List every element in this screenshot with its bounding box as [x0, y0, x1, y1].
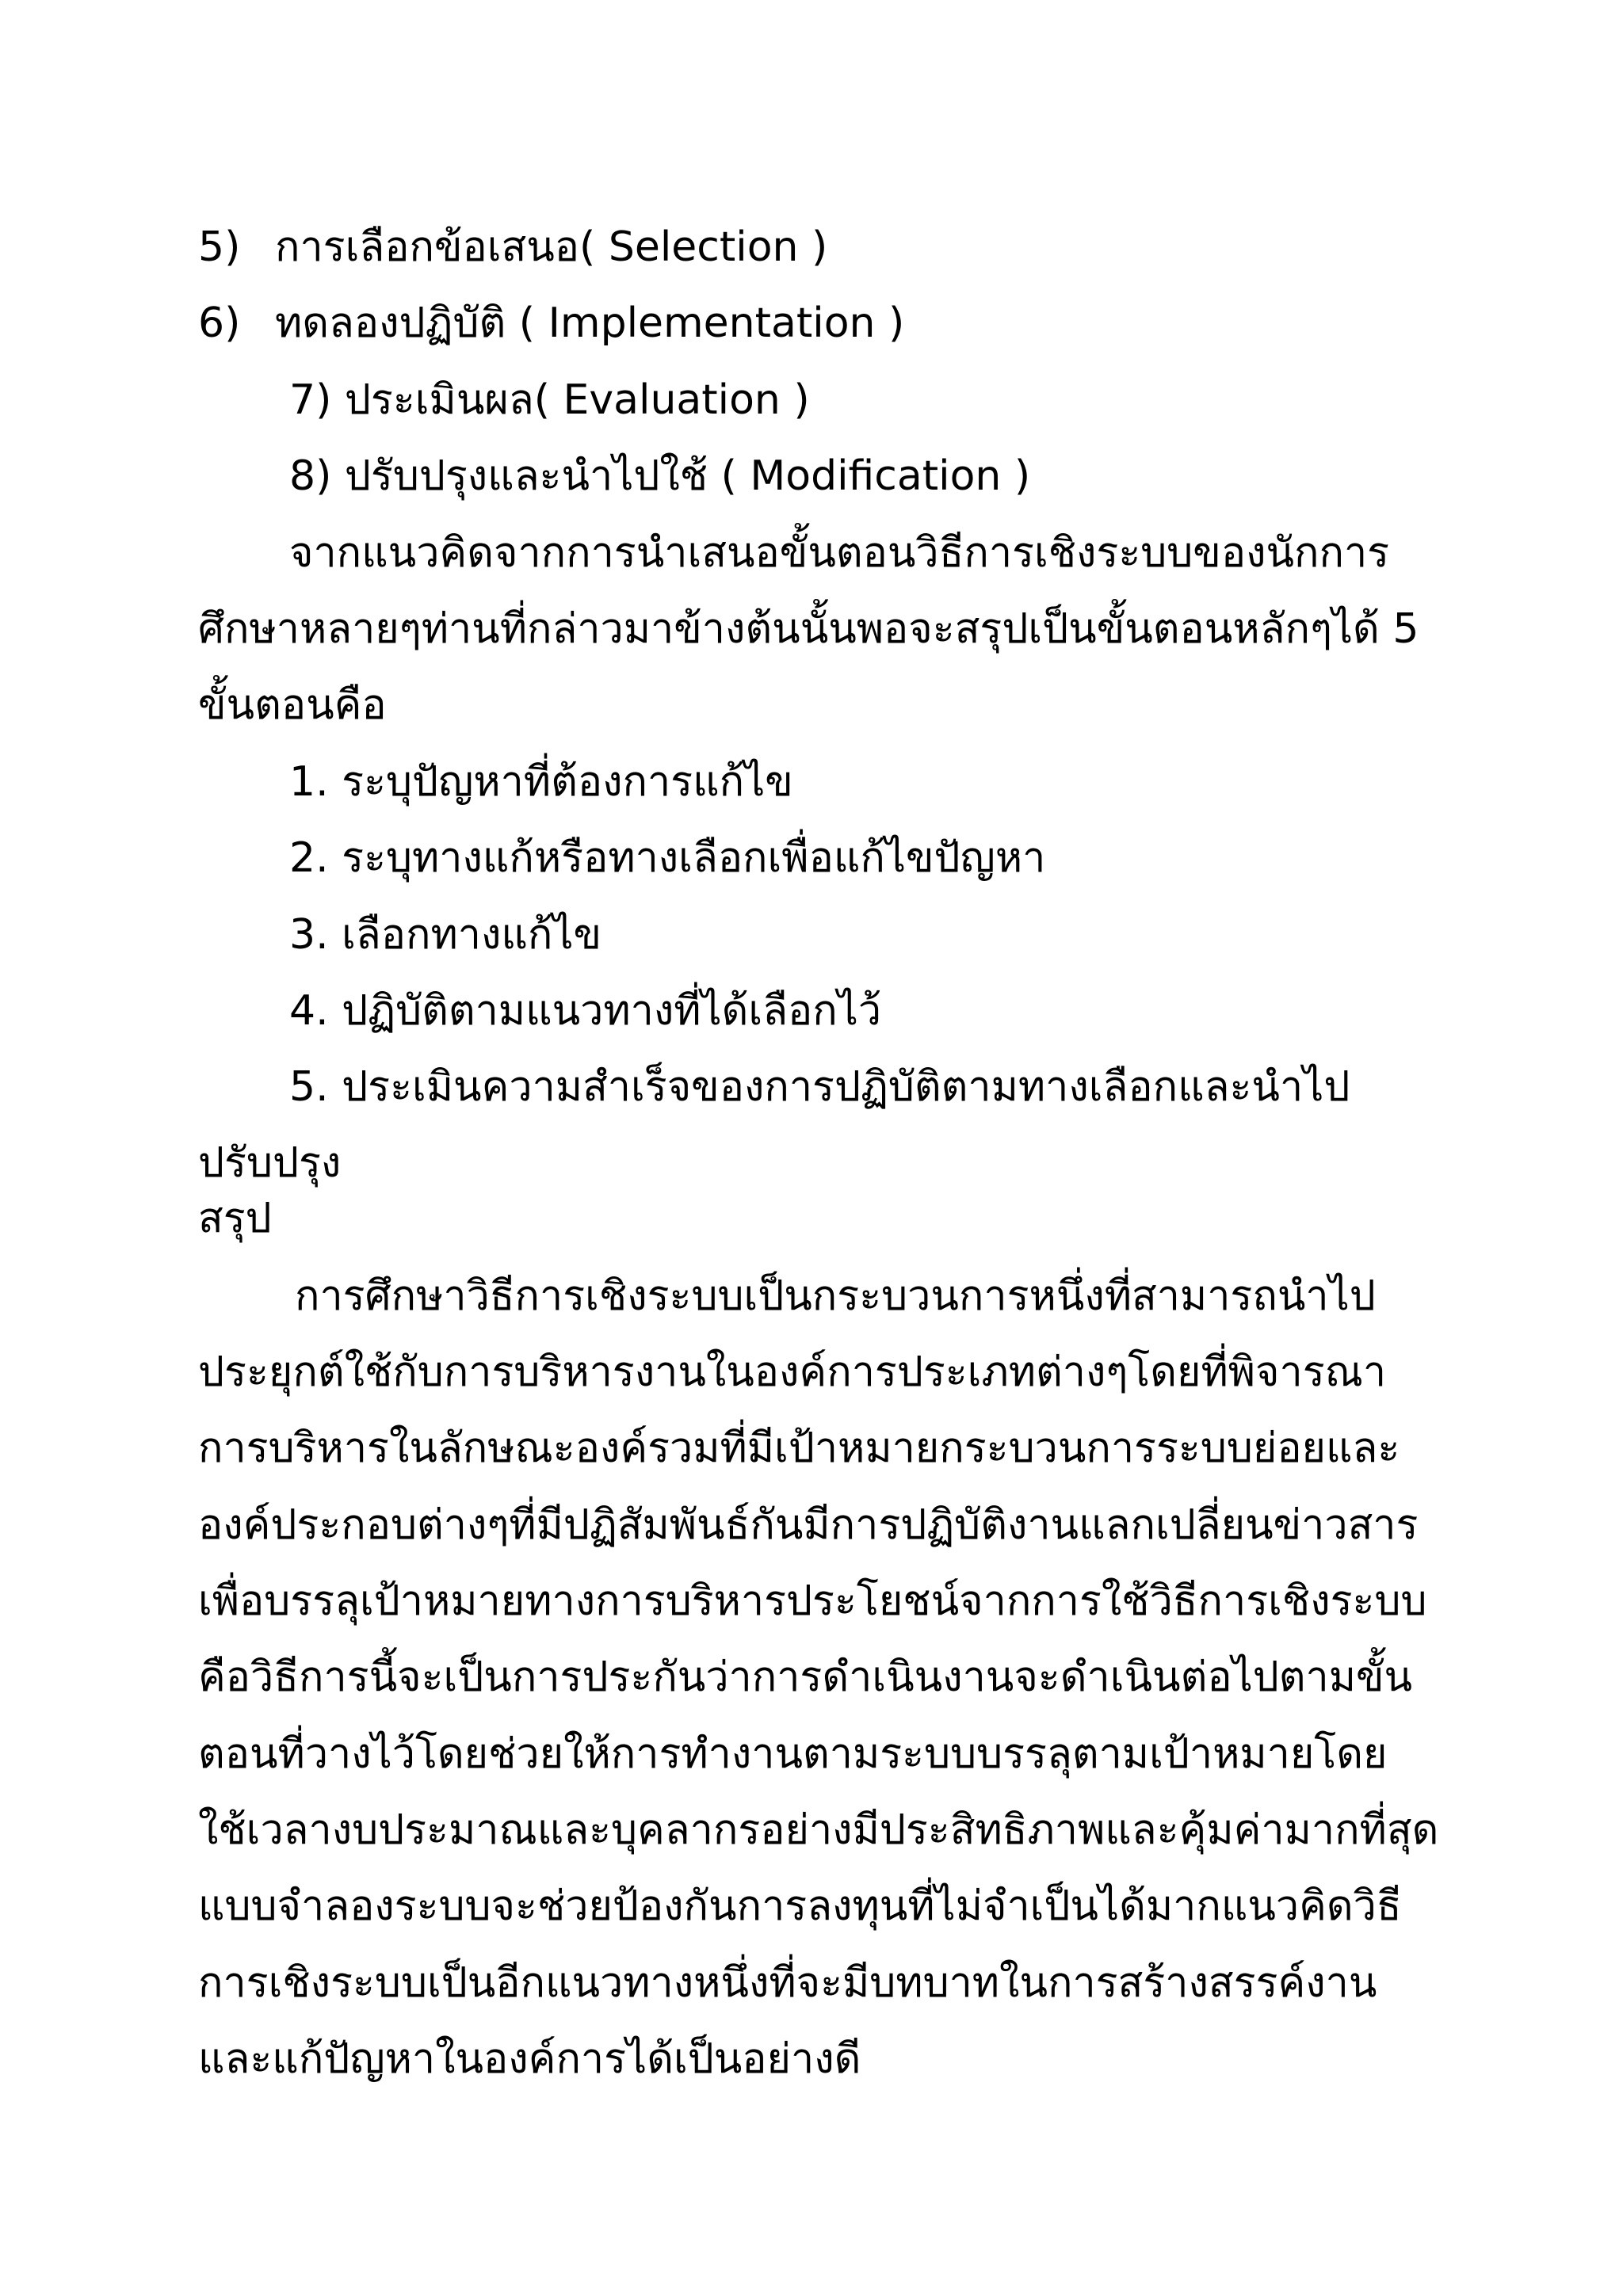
section-heading: สรุป	[198, 1195, 272, 1242]
list-item: 5. ประเมินความสำเร็จของการปฏิบัติตามทางเลือกและนำไป	[289, 1063, 1350, 1111]
paragraph-line: ใช้เวลางบประมาณและบุคลากรอย่างมีประสิทธิภาพและคุ้มค่ามากที่สุด	[198, 1806, 1439, 1854]
paragraph-line: การบริหารในลักษณะองค์รวมที่มีเป้าหมายกระบวนการระบบย่อยและ	[198, 1425, 1400, 1472]
paragraph-line: คือวิธีการนี้จะเป็นการประกันว่าการดำเนินงานจะดำเนินต่อไปตามขั้น	[198, 1653, 1413, 1701]
paragraph-line: ขั้นตอนคือ	[198, 681, 387, 729]
paragraph-line: การศึกษาวิธีการเชิงระบบเป็นกระบวนการหนึ่งที่สามารถนำไป	[295, 1272, 1376, 1320]
paragraph-line: องค์ประกอบต่างๆที่มีปฏิสัมพันธ์กันมีการปฏิบัติงานแลกเปลี่ยนข่าวสาร	[198, 1501, 1419, 1549]
step-number: 6)	[198, 299, 241, 347]
paragraph-line: ศึกษาหลายๆท่านที่กล่าวมาข้างต้นนั้นพอจะสรุปเป็นขั้นตอนหลักๆได้ 5	[198, 605, 1419, 653]
paragraph-line: และแก้ปัญหาในองค์การได้เป็นอย่างดี	[198, 2035, 861, 2083]
list-item: 3. เลือกทางแก้ไข	[289, 911, 602, 959]
step-text: การเลือกข้อเสนอ( Selection )	[275, 223, 828, 271]
list-item: 1. ระบุปัญหาที่ต้องการแก้ไข	[289, 758, 793, 806]
list-item: 2. ระบุทางแก้หรือทางเลือกเพื่อแก้ไขปัญหา	[289, 834, 1046, 882]
paragraph-line: แบบจำลองระบบจะช่วยป้องกันการลงทุนที่ไม่จำเป็นได้มากแนวคิดวิธี	[198, 1882, 1402, 1930]
step-item: 7) ประเมินผล( Evaluation )	[289, 376, 810, 424]
list-item: 4. ปฏิบัติตามแนวทางที่ได้เลือกไว้	[289, 987, 882, 1035]
step-item	[198, 223, 827, 271]
paragraph-line: ตอนที่วางไว้โดยช่วยให้การทำงานตามระบบบรรลุตามเป้าหมายโดย	[198, 1730, 1388, 1778]
paragraph-line: ประยุกต์ใช้กับการบริหารงานในองค์การประเภทต่างๆโดยที่พิจารณา	[198, 1348, 1387, 1396]
list-item-continuation: ปรับปรุง	[198, 1139, 342, 1187]
step-item	[198, 299, 904, 347]
step-item: 8) ปรับปรุงและนำไปใช้ ( Modification )	[289, 452, 1031, 500]
paragraph-line: การเชิงระบบเป็นอีกแนวทางหนึ่งที่จะมีบทบาทในการสร้างสรรค์งาน	[198, 1959, 1377, 2007]
step-number: 5)	[198, 223, 241, 271]
paragraph-line: เพื่อบรรลุเป้าหมายทางการบริหารประโยชน์จากการใช้วิธีการเชิงระบบ	[198, 1577, 1427, 1625]
paragraph-line: จากแนวคิดจากการนำเสนอขั้นตอนวิธีการเชิงระบบของนักการ	[289, 529, 1390, 577]
step-text: ทดลองปฏิบัติ ( Implementation )	[275, 299, 905, 347]
